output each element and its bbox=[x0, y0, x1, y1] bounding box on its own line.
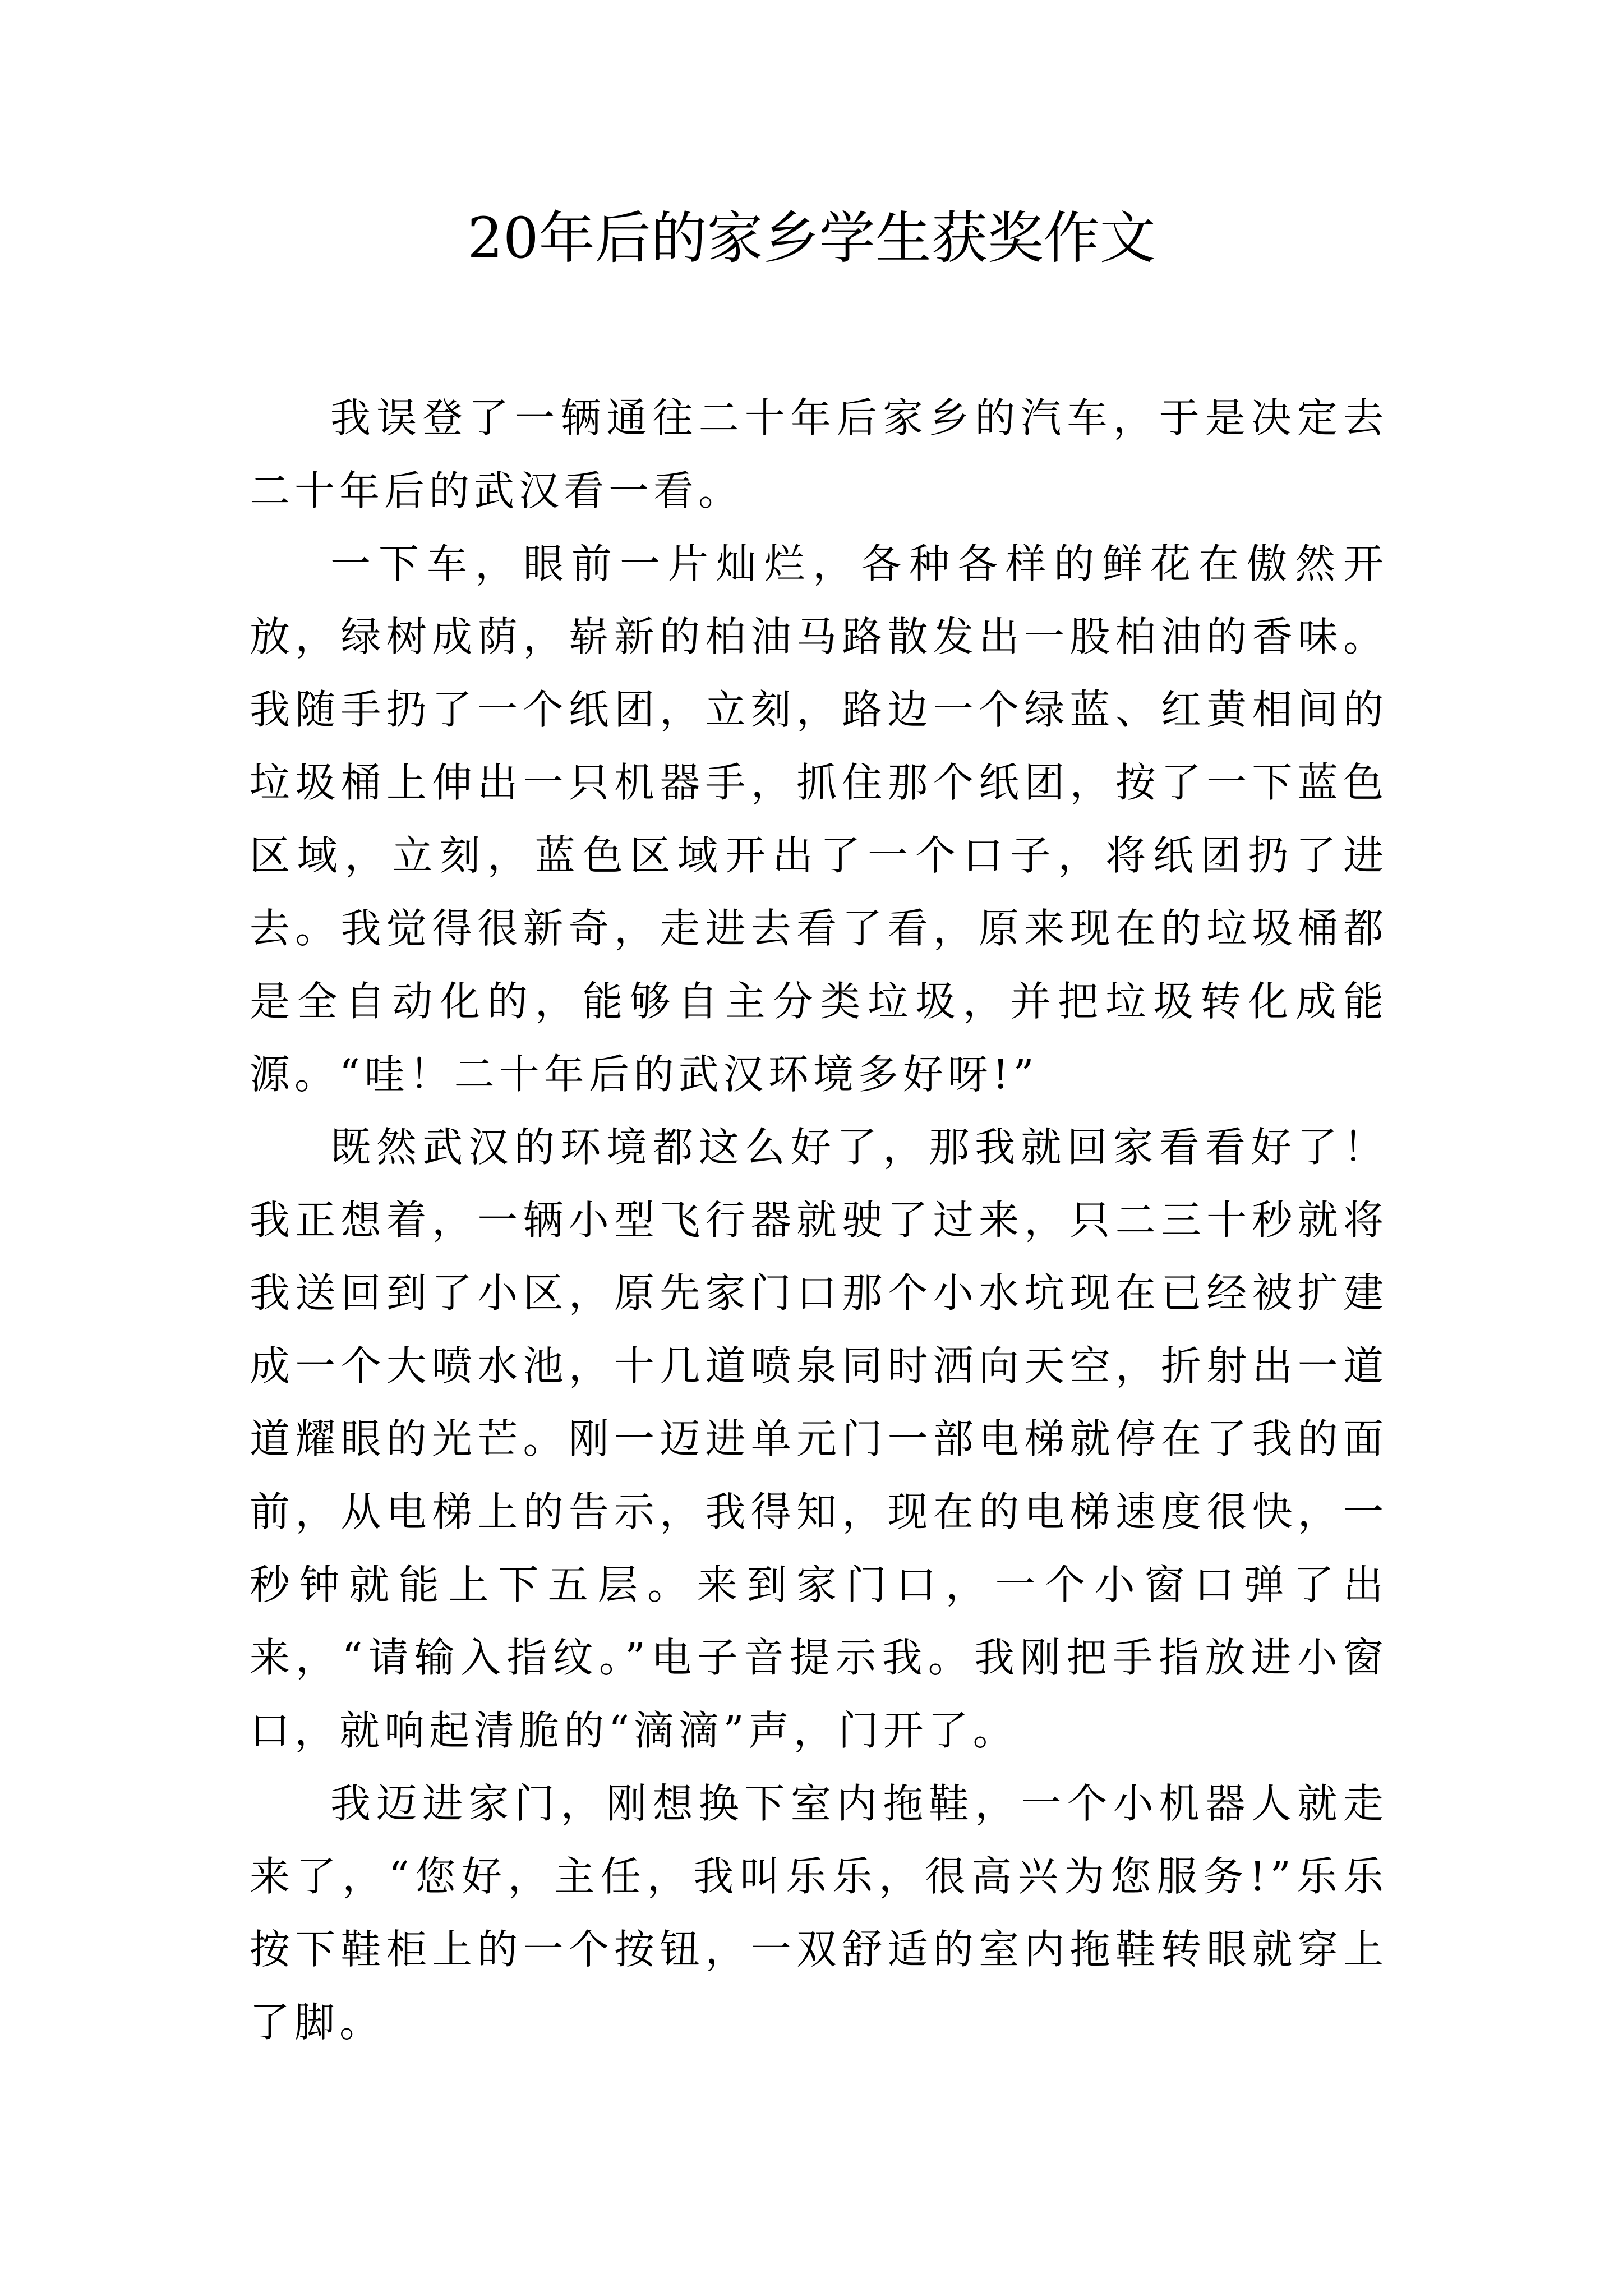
paragraph-1: 我误登了一辆通往二十年后家乡的汽车，于是决定去二十年后的武汉看一看。 bbox=[250, 394, 1388, 514]
paragraph-3: 既然武汉的环境都这么好了，那我就回家看看好了！我正想着，一辆小型飞行器就驶了过来，只二三十秒就将我送回到了小区，原先家门口那个小水坑现在已经被扩建成一个大喷水池，十几道喷泉同时洒向天空，折射出一道道耀眼的光芒。刚一迈进单元门一部电梯就停在了我的面前，从电梯上的告示，我得知，现在的电梯速度很快，一秒钟就能上下五层。来到家门口，一个小窗口弹了出来，“请输入指纹。”电子音提示我。我刚把手指放进小窗口，就响起清脆的“滴滴”声，门开了。 bbox=[250, 1124, 1388, 1754]
paragraph-2: 一下车，眼前一片灿烂，各种各样的鲜花在傲然开放，绿树成荫，崭新的柏油马路散发出一股柏油的香味。我随手扔了一个纸团，立刻，路边一个绿蓝、红黄相间的垃圾桶上伸出一只机器手，抓住那个纸团，按了一下蓝色区域，立刻，蓝色区域开出了一个口子，将纸团扔了进去。我觉得很新奇，走进去看了看，原来现在的垃圾桶都是全自动化的，能够自主分类垃圾，并把垃圾转化成能源。“哇！二十年后的武汉环境多好呀!” bbox=[250, 540, 1388, 1098]
paragraph-4: 我迈进家门，刚想换下室内拖鞋，一个小机器人就走来了，“您好，主任，我叫乐乐，很高兴为您服务!”乐乐按下鞋柜上的一个按钮，一双舒适的室内拖鞋转眼就穿上了脚。 bbox=[250, 1780, 1388, 2046]
document-body bbox=[250, 381, 1388, 2059]
document-title: 20年后的家乡学生获奖作文 bbox=[467, 205, 1156, 271]
